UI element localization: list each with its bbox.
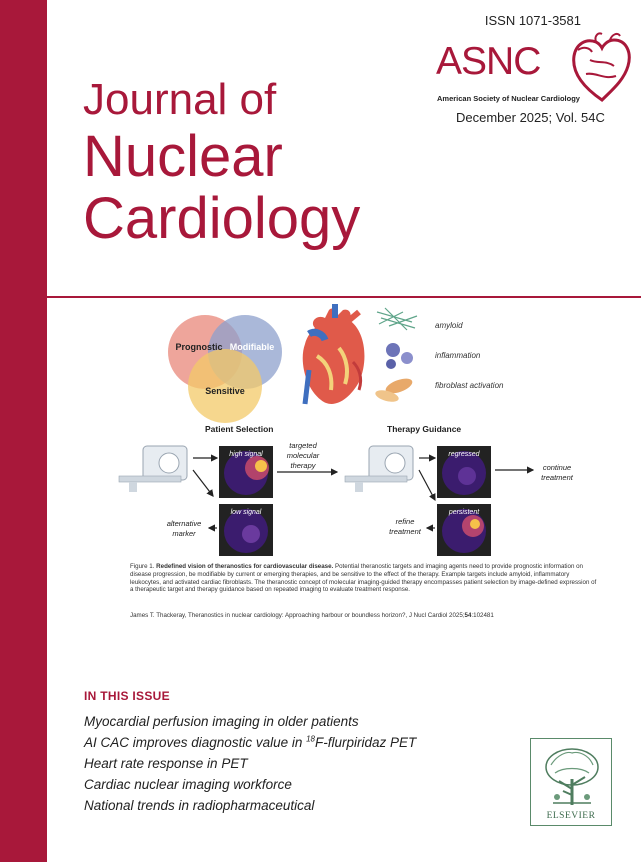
issue-item: Myocardial perfusion imaging in older patients	[84, 714, 359, 729]
citation-text: James T. Thackeray, Theranostics in nuclear cardiology: Approaching harbour or boundless horizon?, J Nucl Cardiol 2025;	[130, 612, 465, 619]
heart-illustration	[303, 304, 365, 404]
venn-diagram	[168, 315, 282, 423]
alternative-marker-line1: alternative	[166, 519, 202, 528]
cover-spine-band	[0, 0, 47, 862]
target-label-amyloid: amyloid	[435, 321, 463, 330]
inflammation-icon	[386, 343, 413, 369]
journal-title-line2: Nuclear	[83, 124, 283, 189]
figure-caption	[130, 563, 600, 594]
target-label-inflammation: inflammation	[435, 351, 481, 360]
persistent-scan	[437, 504, 491, 556]
continue-treatment-line2: treatment	[541, 473, 573, 482]
low-signal-label: low signal	[230, 509, 262, 516]
arrow-scanner-to-low	[193, 470, 213, 496]
asnc-logo-text: ASNC	[436, 40, 541, 83]
caption-body: Potential theranostic targets and imaging agents need to provide prognostic information on disease progression, be modifiable by current or emerging therapies, and be sensitive to the effect of the therapy. Example targets include amyloid, inflammatory leukocytes, and activated cardiac fibroblasts. The theranostic concept of molecular imaging-guided therapy encompasses patient selection by image-defined expression of a therapeutic target and therapy guidance based on repeated imaging to evaluate treatment response.	[130, 563, 597, 594]
issue-item: Cardiac nuclear imaging workforce	[84, 777, 292, 792]
regressed-scan	[437, 446, 491, 498]
caption-title: Redefined vision of theranostics for cardiovascular disease.	[156, 563, 334, 570]
elsevier-tree-icon	[539, 745, 605, 807]
journal-title-line1: Journal of	[83, 75, 277, 124]
refine-treatment-line2: treatment	[389, 527, 421, 536]
title-divider	[47, 296, 641, 298]
venn-label-sensitive: Sensitive	[205, 386, 245, 396]
elsevier-name: ELSEVIER	[546, 811, 596, 821]
cover-figure	[47, 300, 641, 560]
figure-citation	[130, 612, 600, 619]
arrow-right-scanner-to-persistent	[419, 470, 435, 500]
high-signal-scan	[219, 446, 273, 498]
society-name: American Society of Nuclear Cardiology	[437, 94, 580, 103]
target-icons	[374, 308, 504, 404]
issue-item: National trends in radiopharmaceutical	[84, 798, 315, 813]
regressed-label: regressed	[448, 451, 480, 458]
therapy-guidance-heading: Therapy Guidance	[387, 424, 462, 434]
targeted-therapy-line3: therapy	[290, 461, 316, 470]
venn-label-modifiable: Modifiable	[229, 342, 275, 352]
caption-label: Figure 1.	[130, 563, 155, 570]
low-signal-scan	[219, 504, 273, 556]
issue-item-text: AI CAC improves diagnostic value in	[84, 735, 307, 750]
scanner-right-icon	[345, 446, 413, 492]
heart-logo-icon	[570, 30, 635, 102]
targeted-therapy-line2: molecular	[286, 451, 320, 460]
persistent-label: persistent	[448, 509, 480, 516]
refine-treatment-line1: refine	[395, 517, 415, 526]
fibroblast-icon	[374, 376, 414, 404]
elsevier-logo	[530, 738, 612, 826]
citation-volume: 54	[464, 612, 472, 619]
issue-item-superscript: 18	[306, 734, 316, 744]
scanner-left-icon	[119, 446, 187, 492]
targeted-therapy-line1: targeted	[289, 441, 317, 450]
target-label-fibroblast: fibroblast activation	[435, 381, 504, 390]
alternative-marker-line2: marker	[172, 529, 196, 538]
issue-list	[84, 711, 416, 816]
venn-label-prognostic: Prognostic	[175, 342, 223, 352]
high-signal-label: high signal	[229, 451, 263, 458]
journal-title	[83, 75, 361, 251]
journal-title-line3: Cardiology	[83, 186, 361, 251]
citation-article: :102481	[471, 612, 494, 619]
issue-item	[84, 732, 416, 753]
issue-date: December 2025; Vol. 54C	[456, 110, 605, 125]
continue-treatment-line1: continue	[542, 463, 572, 472]
amyloid-icon	[377, 308, 417, 330]
issue-item-tail: F-flurpiridaz PET	[315, 735, 417, 750]
issn-number: ISSN 1071-3581	[484, 13, 581, 28]
in-this-issue-heading: IN THIS ISSUE	[84, 689, 170, 703]
patient-selection-heading: Patient Selection	[205, 424, 274, 434]
issue-item: Heart rate response in PET	[84, 756, 248, 771]
